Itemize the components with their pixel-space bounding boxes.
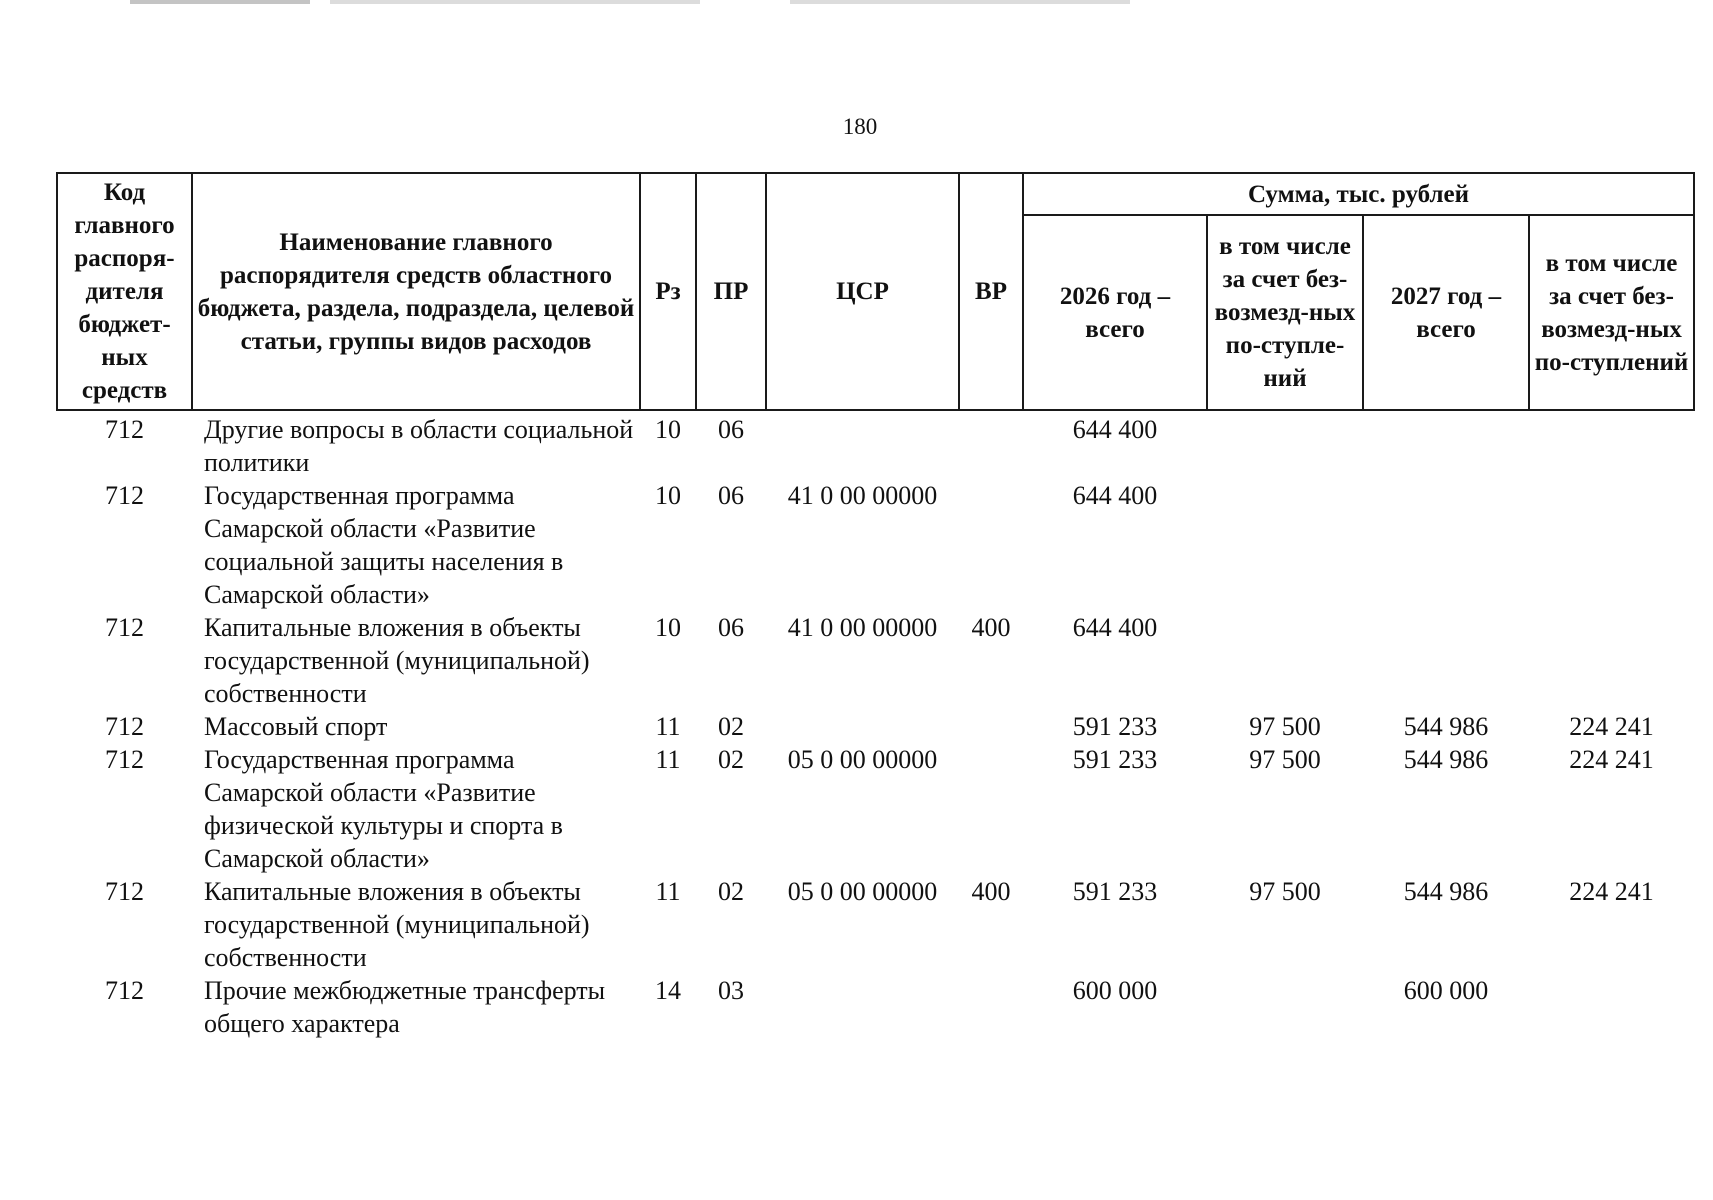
cell-2027-grants [1529, 479, 1694, 611]
cell-2026-total: 591 233 [1072, 745, 1158, 774]
cell-2026-total: 591 233 [1072, 877, 1158, 906]
table-row [57, 611, 1694, 710]
cell-rz: 14 [655, 976, 681, 1005]
cell-name: Массовый спорт [204, 712, 388, 741]
cell-csr [766, 710, 959, 743]
cell-vr [959, 479, 1023, 611]
header-2026-total: 2026 год – всего [1023, 215, 1207, 410]
cell-2027-grants: 224 241 [1569, 877, 1654, 906]
cell-csr: 05 0 00 00000 [787, 745, 938, 774]
cell-rz: 10 [655, 613, 681, 642]
budget-table [56, 172, 1695, 1040]
table-row [57, 410, 1694, 479]
cell-2026-total: 644 400 [1072, 415, 1158, 444]
cell-2027-total: 600 000 [1403, 976, 1489, 1005]
cell-vr [959, 743, 1023, 875]
header-pr: ПР [696, 173, 766, 410]
cell-pr: 03 [718, 976, 744, 1005]
cell-2027-total: 544 986 [1403, 745, 1489, 774]
cell-2027-total [1363, 479, 1529, 611]
cell-pr: 02 [718, 877, 744, 906]
cell-csr [766, 410, 959, 479]
scan-artifact [330, 0, 700, 4]
cell-vr [959, 974, 1023, 1040]
header-sum: Сумма, тыс. рублей [1023, 173, 1694, 215]
cell-2026-total: 644 400 [1072, 481, 1158, 510]
cell-2026-grants [1207, 974, 1363, 1040]
table-row [57, 743, 1694, 875]
scan-artifact [130, 0, 310, 4]
cell-name: Государственная программа Самарской области «Развитие физической культуры и спорта в Самарской области» [204, 745, 563, 873]
scan-artifact [790, 0, 1130, 4]
cell-rz: 11 [655, 712, 681, 741]
cell-rz: 10 [655, 415, 681, 444]
cell-name: Капитальные вложения в объекты государственной (муниципальной) собственности [204, 877, 590, 972]
cell-rz: 11 [655, 877, 681, 906]
cell-2027-total: 544 986 [1403, 877, 1489, 906]
cell-pr: 06 [718, 415, 744, 444]
cell-code: 712 [105, 745, 144, 774]
cell-2027-grants [1529, 410, 1694, 479]
header-code: Код главного распоря-дителя бюджет-ных средств [57, 173, 192, 410]
cell-csr [766, 974, 959, 1040]
cell-2026-grants: 97 500 [1249, 877, 1321, 906]
cell-vr [959, 710, 1023, 743]
header-2026-grants: в том числе за счет без-возмезд-ных по-ступле-ний [1207, 215, 1363, 410]
cell-name: Капитальные вложения в объекты государственной (муниципальной) собственности [204, 613, 590, 708]
cell-code: 712 [105, 415, 144, 444]
header-2027-grants: в том числе за счет без-возмезд-ных по-ступлений [1529, 215, 1694, 410]
cell-2027-total [1363, 410, 1529, 479]
cell-vr: 400 [971, 613, 1011, 642]
header-csr: ЦСР [766, 173, 959, 410]
cell-2026-total: 600 000 [1072, 976, 1158, 1005]
table-row [57, 710, 1694, 743]
cell-pr: 02 [718, 712, 744, 741]
cell-2026-total: 644 400 [1072, 613, 1158, 642]
cell-csr: 05 0 00 00000 [787, 877, 938, 906]
cell-pr: 06 [718, 613, 744, 642]
cell-2026-grants: 97 500 [1249, 745, 1321, 774]
cell-vr: 400 [971, 877, 1011, 906]
cell-2027-grants [1529, 611, 1694, 710]
table-row [57, 875, 1694, 974]
cell-2027-grants: 224 241 [1569, 745, 1654, 774]
cell-2026-grants [1207, 611, 1363, 710]
cell-2027-total: 544 986 [1403, 712, 1489, 741]
header-vr: ВР [959, 173, 1023, 410]
cell-rz: 10 [655, 481, 681, 510]
cell-name: Прочие межбюджетные трансферты общего характера [204, 976, 606, 1038]
cell-2026-grants [1207, 410, 1363, 479]
cell-pr: 06 [718, 481, 744, 510]
cell-code: 712 [105, 976, 144, 1005]
cell-name: Другие вопросы в области социальной политики [204, 415, 634, 477]
cell-rz: 11 [655, 745, 681, 774]
cell-code: 712 [105, 877, 144, 906]
cell-2026-grants [1207, 479, 1363, 611]
cell-2027-grants [1529, 974, 1694, 1040]
table-header [57, 173, 1694, 410]
header-2027-total: 2027 год – всего [1363, 215, 1529, 410]
table-row [57, 479, 1694, 611]
cell-name: Государственная программа Самарской области «Развитие социальной защиты населения в Самарской области» [204, 481, 564, 609]
cell-2027-grants: 224 241 [1569, 712, 1654, 741]
table-body [57, 410, 1694, 1040]
cell-code: 712 [105, 613, 144, 642]
cell-csr: 41 0 00 00000 [787, 613, 938, 642]
cell-csr: 41 0 00 00000 [787, 481, 938, 510]
header-rz: Рз [640, 173, 696, 410]
cell-code: 712 [105, 712, 144, 741]
cell-vr [959, 410, 1023, 479]
cell-2026-total: 591 233 [1072, 712, 1158, 741]
cell-2026-grants: 97 500 [1249, 712, 1321, 741]
table-row [57, 974, 1694, 1040]
header-name: Наименование главного распорядителя средств областного бюджета, раздела, подраздела, целевой статьи, группы видов расходов [192, 173, 640, 410]
cell-2027-total [1363, 611, 1529, 710]
cell-pr: 02 [718, 745, 744, 774]
page-number: 180 [842, 114, 878, 139]
cell-code: 712 [105, 481, 144, 510]
